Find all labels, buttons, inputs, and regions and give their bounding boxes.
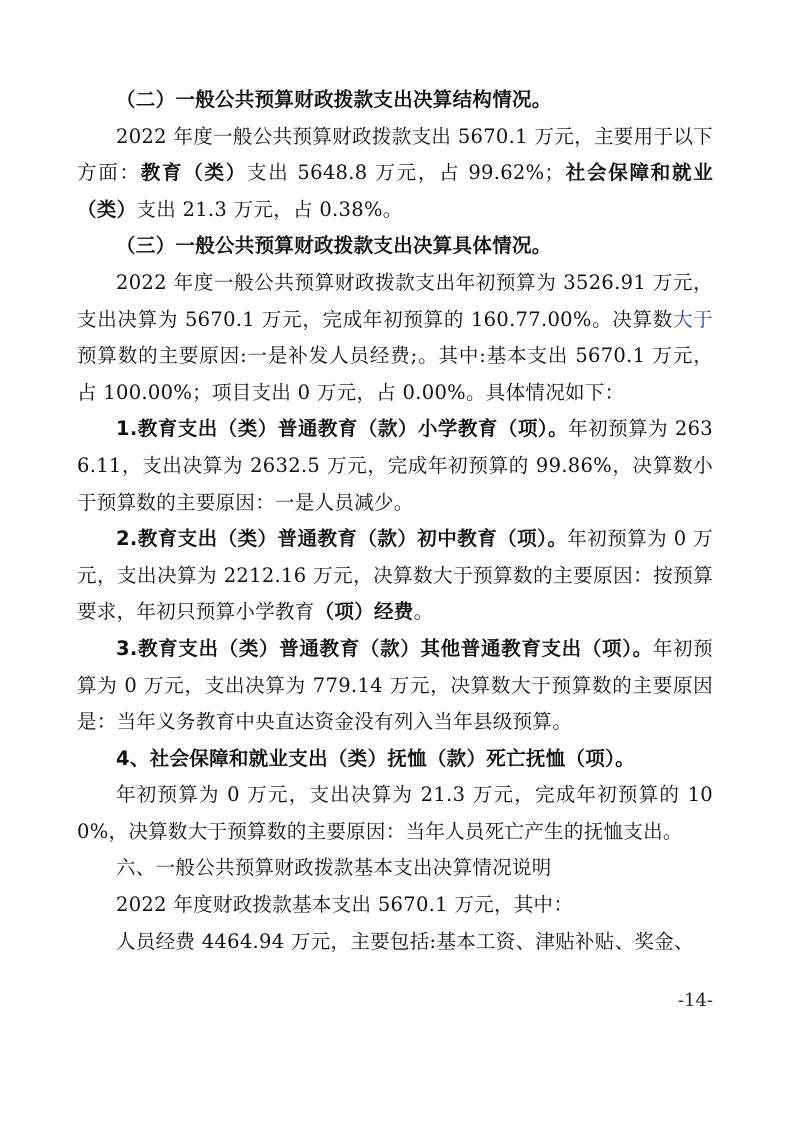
section2-paragraph [77, 119, 713, 229]
item1-heading: 1.教育支出（类）普通教育（款）小学教育（项）。 [116, 417, 569, 441]
item2-paragraph [77, 521, 713, 631]
section3-highlight: 大于 [672, 307, 713, 331]
section2-text-c: 支出 21.3 万元，占 0.38%。 [136, 197, 403, 221]
item3-text: 年初预算为 0 万元，支出决算为 779.14 万元，决算数大于预算数的主要原因是：当年义务教育中央直达资金没有列入当年县级预算。 [77, 636, 713, 734]
section3-text-a: 2022 年度一般公共预算财政拨款支出年初预算为 3526.91 万元，支出决算为 5670.1 万元，完成年初预算的 160.77.00%。决算数 [77, 270, 713, 331]
item3-heading: 3.教育支出（类）普通教育（款）其他普通教育支出（项）。 [116, 636, 653, 660]
section3-heading: （三）一般公共预算财政拨款支出决算具体情况。 [116, 234, 552, 258]
document-body [77, 82, 713, 960]
item2-text-c: 。 [413, 600, 434, 624]
item4-paragraph: 年初预算为 0 万元，支出决算为 21.3 万元，完成年初预算的 100%，决算数大于预算数的主要原因：当年人员死亡产生的抚恤支出。 [77, 783, 713, 843]
section3-paragraph [77, 265, 713, 411]
item2-text-b: （项）经费 [314, 600, 414, 624]
section6-heading: 六、一般公共预算财政拨款基本支出决算情况说明 [116, 856, 552, 880]
section2-edu-label: 教育（类） [140, 161, 247, 185]
section3-text-b: 预算数的主要原因:一是补发人员经费;。其中:基本支出 5670.1 万元，占 100.00%；项目支出 0 万元，占 0.00%。具体情况如下： [77, 344, 713, 404]
item2-heading: 2.教育支出（类）普通教育（款）初中教育（项）。 [116, 527, 568, 551]
item4-heading: 4、社会保障和就业支出（类）抚恤（款）死亡抚恤（项）。 [116, 746, 635, 770]
item3-paragraph [77, 631, 713, 741]
section6-paragraph-2: 人员经费 4464.94 万元，主要包括:基本工资、津贴补贴、奖金、 [116, 929, 694, 953]
section2-heading: （二）一般公共预算财政拨款支出决算结构情况。 [116, 88, 552, 111]
item1-paragraph [77, 411, 713, 521]
page-number: -14- [677, 990, 713, 1011]
section2-text-b: 支出 5648.8 万元，占 99.62%； [246, 161, 565, 185]
section2-text-a: 2022 年度一般公共预算财政拨款支出 5670.1 万元，主要用于以下方面： [77, 124, 713, 185]
section6-paragraph-1: 2022 年度财政拨款基本支出 5670.1 万元，其中： [116, 893, 574, 917]
item2-text-a: 年初预算为 0 万元，支出决算为 2212.16 万元，决算数大于预算数的主要原因：按预算要求，年初只预算小学教育 [77, 527, 713, 624]
item1-text: 年初预算为 2636.11，支出决算为 2632.5 万元，完成年初预算的 99.86%，决算数小于预算数的主要原因：一是人员减少。 [77, 417, 713, 514]
section2-social-label: 社会保障和就业（类） [77, 161, 713, 221]
